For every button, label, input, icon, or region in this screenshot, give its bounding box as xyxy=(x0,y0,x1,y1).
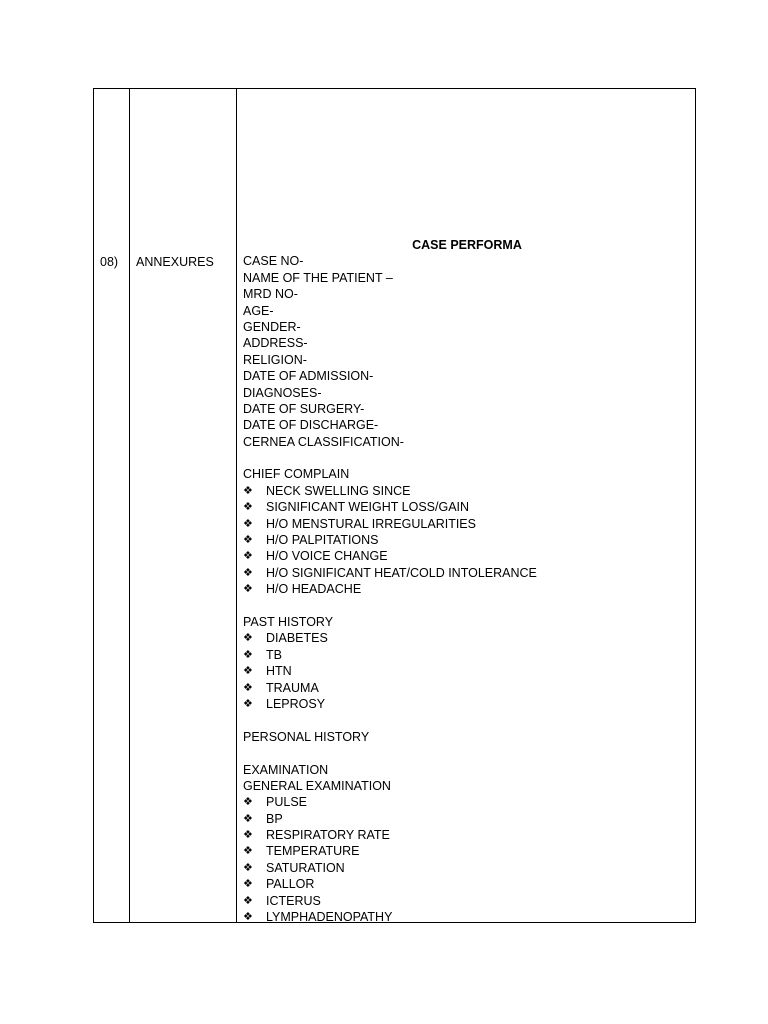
list-item: ❖ PULSE xyxy=(243,795,307,810)
list-item: ❖ PALLOR xyxy=(243,877,315,892)
field-case-no: CASE NO- xyxy=(243,254,304,269)
bullet-icon: ❖ xyxy=(243,878,253,891)
bullet-icon: ❖ xyxy=(243,566,253,579)
list-item: ❖ H/O VOICE CHANGE xyxy=(243,549,388,564)
field-date-of-discharge: DATE OF DISCHARGE- xyxy=(243,418,379,433)
field-age: AGE- xyxy=(243,303,274,318)
column-divider xyxy=(129,89,130,922)
field-date-of-surgery: DATE OF SURGERY- xyxy=(243,401,365,416)
bullet-icon: ❖ xyxy=(243,845,253,858)
bullet-icon: ❖ xyxy=(243,829,253,842)
section-title-chief-complain: CHIEF COMPLAIN xyxy=(243,467,350,482)
bullet-icon: ❖ xyxy=(243,517,253,530)
field-mrd-no: MRD NO- xyxy=(243,287,298,302)
list-item: ❖ SIGNIFICANT WEIGHT LOSS/GAIN xyxy=(243,500,470,515)
bullet-icon: ❖ xyxy=(243,632,253,645)
list-item: ❖ H/O MENSTURAL IRREGULARITIES xyxy=(243,516,476,531)
list-item: ❖ HTN xyxy=(243,664,292,679)
field-address: ADDRESS- xyxy=(243,336,308,351)
list-item: ❖ ICTERUS xyxy=(243,893,321,908)
bullet-icon: ❖ xyxy=(243,796,253,809)
case-performa-content xyxy=(243,237,691,925)
section-title-examination: EXAMINATION xyxy=(243,762,329,777)
section-subtitle-general-examination: GENERAL EXAMINATION xyxy=(243,778,391,793)
list-item: ❖ H/O SIGNIFICANT HEAT/COLD INTOLERANCE xyxy=(243,565,537,580)
bullet-icon: ❖ xyxy=(243,583,253,596)
bullet-icon: ❖ xyxy=(243,911,253,924)
past-history-list xyxy=(243,630,691,712)
list-item: ❖ LEPROSY xyxy=(243,696,326,711)
list-item: ❖ LYMPHADENOPATHY xyxy=(243,910,393,925)
list-item: ❖ TRAUMA xyxy=(243,680,319,695)
field-gender: GENDER- xyxy=(243,319,301,334)
list-item: ❖ TB xyxy=(243,647,282,662)
bullet-icon: ❖ xyxy=(243,648,253,661)
field-date-of-admission: DATE OF ADMISSION- xyxy=(243,369,374,384)
list-item: ❖ TEMPERATURE xyxy=(243,844,360,859)
row-number: 08) xyxy=(100,255,119,269)
list-item: ❖ SATURATION xyxy=(243,860,345,875)
column-divider xyxy=(236,89,237,922)
row-title: ANNEXURES xyxy=(136,255,214,269)
list-item: ❖ H/O PALPITATIONS xyxy=(243,533,379,548)
annexure-table xyxy=(93,88,696,923)
bullet-icon: ❖ xyxy=(243,665,253,678)
bullet-icon: ❖ xyxy=(243,550,253,563)
chief-complain-list xyxy=(243,483,691,598)
bullet-icon: ❖ xyxy=(243,681,253,694)
bullet-icon: ❖ xyxy=(243,534,253,547)
field-diagnoses: DIAGNOSES- xyxy=(243,385,322,400)
examination-list xyxy=(243,794,691,925)
patient-fields xyxy=(243,253,691,450)
bullet-icon: ❖ xyxy=(243,501,253,514)
list-item: ❖ RESPIRATORY RATE xyxy=(243,828,390,843)
bullet-icon: ❖ xyxy=(243,697,253,710)
list-item: ❖ BP xyxy=(243,811,283,826)
field-cernea-classification: CERNEA CLASSIFICATION- xyxy=(243,434,404,449)
field-religion: RELIGION- xyxy=(243,352,307,367)
bullet-icon: ❖ xyxy=(243,861,253,874)
section-title-personal-history: PERSONAL HISTORY xyxy=(243,729,370,744)
list-item: ❖ NECK SWELLING SINCE xyxy=(243,483,411,498)
bullet-icon: ❖ xyxy=(243,484,253,497)
field-patient-name: NAME OF THE PATIENT – xyxy=(243,270,393,285)
list-item: ❖ H/O HEADACHE xyxy=(243,582,362,597)
form-heading: CASE PERFORMA xyxy=(412,238,522,252)
bullet-icon: ❖ xyxy=(243,812,253,825)
bullet-icon: ❖ xyxy=(243,894,253,907)
list-item: ❖ DIABETES xyxy=(243,631,328,646)
section-title-past-history: PAST HISTORY xyxy=(243,614,334,629)
